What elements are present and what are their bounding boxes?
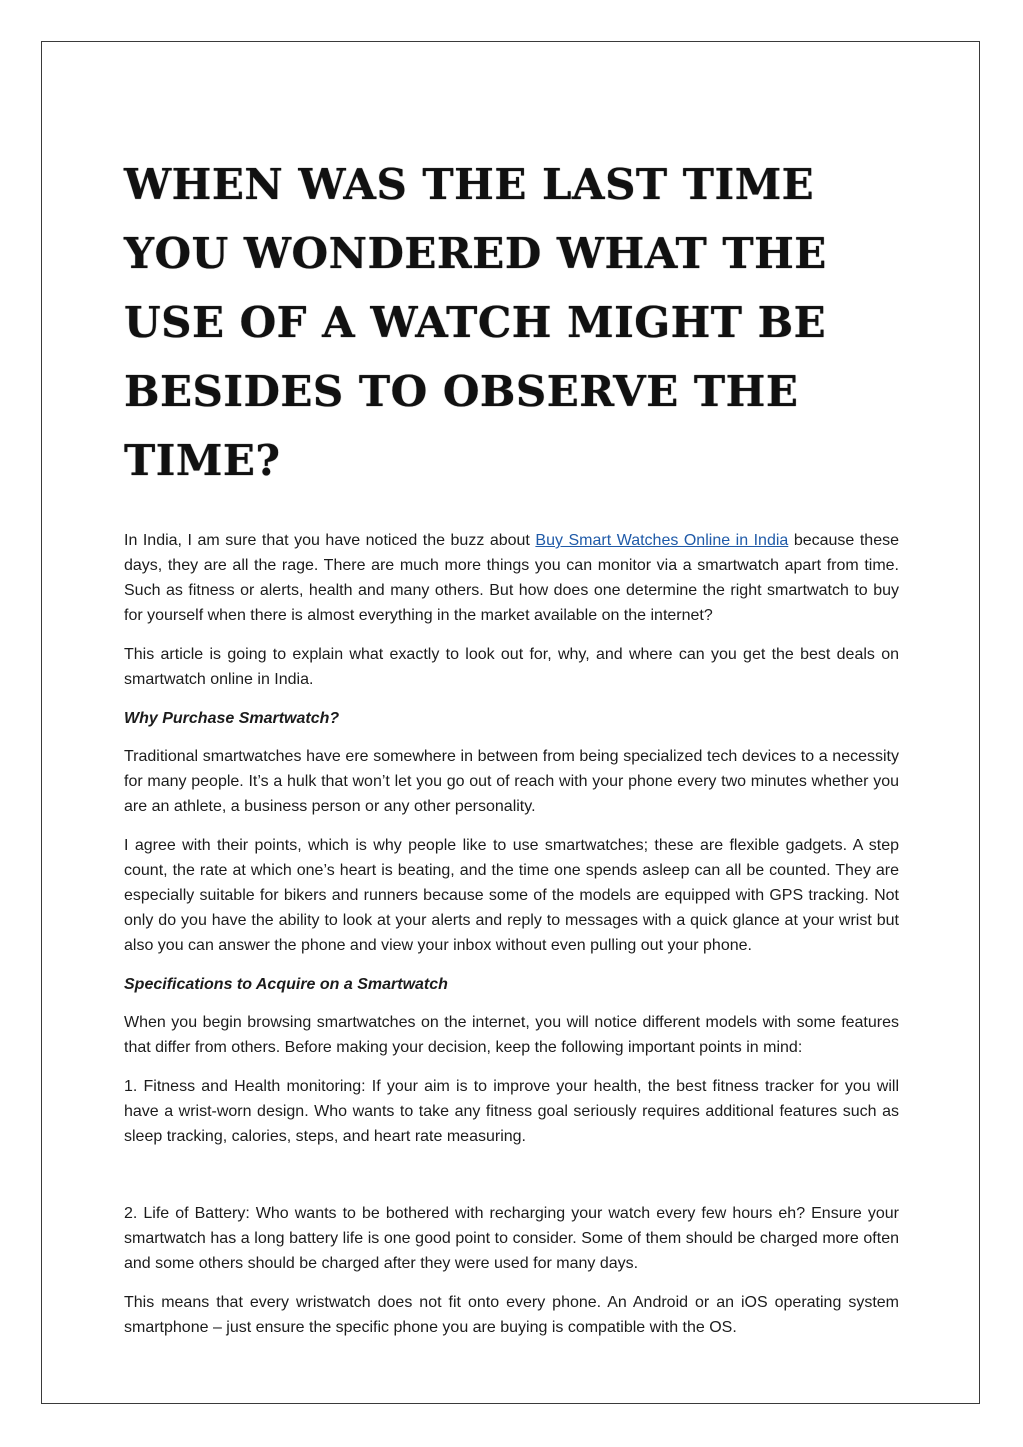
- heading-specifications: Specifications to Acquire on a Smartwatch: [124, 976, 448, 993]
- compatibility-paragraph: This means that every wristwatch does not fit onto every phone. An Android or an iOS operating system smartphone – just ensure the specific phone you are buying is compatible with the OS.: [124, 1294, 899, 1336]
- fitness-point: 1. Fitness and Health monitoring: If your aim is to improve your health, the best fitness tracker for you will have a wrist-worn design. Who wants to take any fitness goal seriously requires additional features such as sleep tracking, calories, steps, and heart rate measuring.: [124, 1078, 899, 1145]
- intro-paragraph: [124, 528, 899, 628]
- document-title: WHEN WAS THE LAST TIME YOU WONDERED WHAT THE USE OF A WATCH MIGHT BE BESIDES TO OBSERVE THE TIME?: [124, 160, 827, 485]
- document-body: [124, 150, 899, 1354]
- agree-paragraph: I agree with their points, which is why people like to use smartwatches; these are flexible gadgets. A step count, the rate at which one’s heart is beating, and the time one spends asleep can all be counted. They are especially suitable for bikers and runners because some of the models are equipped with GPS tracking. Not only do you have the ability to look at your alerts and reply to messages with a quick glance at your wrist but also you can answer the phone and view your inbox without even pulling out your phone.: [124, 837, 899, 954]
- article-paragraph: This article is going to explain what exactly to look out for, why, and where can you get the best deals on smartwatch online in India.: [124, 646, 899, 688]
- heading-why-purchase: Why Purchase Smartwatch?: [124, 710, 340, 727]
- buy-smart-watches-link[interactable]: Buy Smart Watches Online in India: [535, 532, 789, 549]
- traditional-paragraph: Traditional smartwatches have ere somewhere in between from being specialized tech devices to a necessity for many people. It’s a hulk that won’t let you go out of reach with your phone every two minutes whether you are an athlete, a business person or any other personality.: [124, 748, 899, 815]
- intro-text-after-link: because these days, they are all the rage. There are much more things you can monitor via a smartwatch apart from time. Such as fitness or alerts, health and many others. But how does one determine the right smartwatch to buy for yourself when there is almost everything in the market available on the internet?: [124, 532, 899, 624]
- blank-line: [124, 1163, 899, 1201]
- intro-text-before-link: In India, I am sure that you have noticed the buzz about: [124, 532, 536, 549]
- battery-point: 2. Life of Battery: Who wants to be bothered with recharging your watch every few hours eh? Ensure your smartwatch has a long battery life is one good point to consider. Some of them should be charged more often and some others should be charged after they were used for many days.: [124, 1205, 899, 1272]
- browsing-paragraph: When you begin browsing smartwatches on the internet, you will notice different models with some features that differ from others. Before making your decision, keep the following important points in mind:: [124, 1014, 899, 1056]
